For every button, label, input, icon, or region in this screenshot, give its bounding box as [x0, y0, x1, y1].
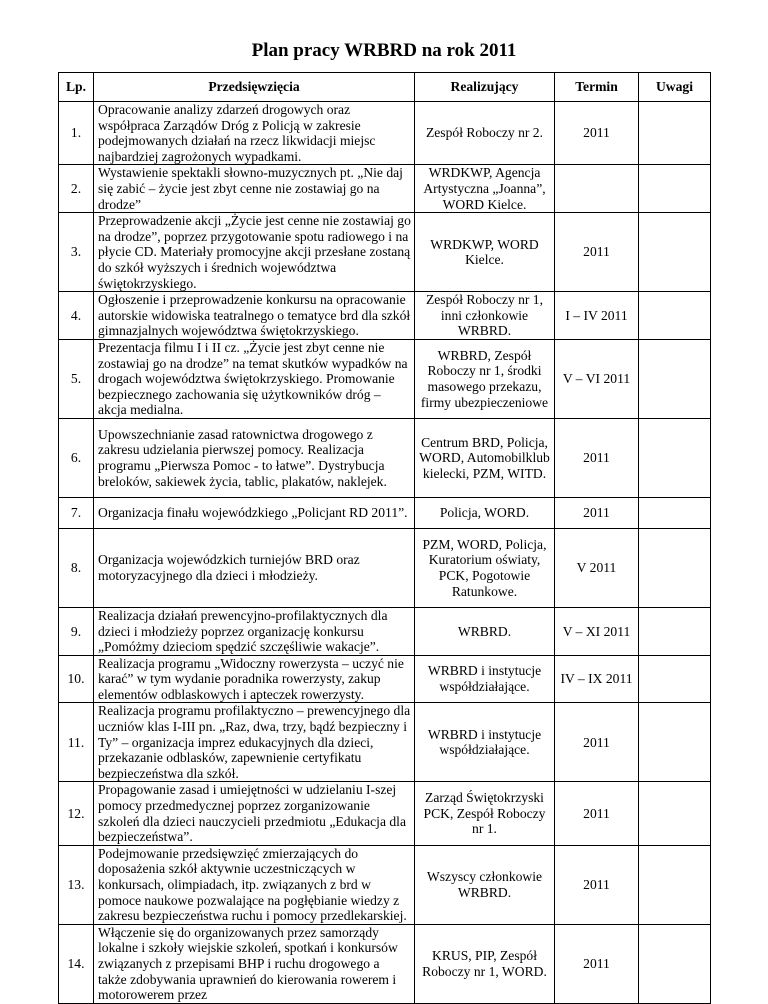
cell-lp: 1. — [59, 102, 94, 165]
cell-lp: 13. — [59, 845, 94, 924]
cell-termin: V – VI 2011 — [555, 339, 639, 418]
cell-lp: 4. — [59, 292, 94, 340]
table-row — [59, 528, 711, 607]
cell-realizujacy: WRBRD i instytucje współdziałające. — [415, 703, 555, 782]
table-row — [59, 292, 711, 340]
cell-uwagi — [639, 924, 711, 1003]
cell-lp: 3. — [59, 213, 94, 292]
cell-uwagi — [639, 528, 711, 607]
cell-przedsiewziecie: Wystawienie spektakli słowno-muzycznych pt. „Nie daj się zabić – życie jest zbyt cenne nie zostawiaj go na drodze” — [94, 165, 415, 213]
cell-przedsiewziecie: Upowszechnianie zasad ratownictwa drogowego z zakresu udzielania pierwszej pomocy. Realizacja programu „Pierwsza Pomoc - to łatwe”. Dystrybucja breloków, sakiewek życia, tablic, plakatów, naklejek. — [94, 418, 415, 497]
cell-przedsiewziecie: Prezentacja filmu I i II cz. „Życie jest zbyt cenne nie zostawiaj go na drodze” na temat skutków wypadków na drogach województwa świętokrzyskiego. Promowanie bezpiecznego zachowania się użytkowników dróg – akcja medialna. — [94, 339, 415, 418]
table-row — [59, 165, 711, 213]
cell-lp: 14. — [59, 924, 94, 1003]
cell-uwagi — [639, 165, 711, 213]
cell-termin: 2011 — [555, 418, 639, 497]
cell-przedsiewziecie: Organizacja finału wojewódzkiego „Policjant RD 2011”. — [94, 497, 415, 528]
cell-lp: 10. — [59, 655, 94, 703]
cell-przedsiewziecie: Włączenie się do organizowanych przez samorządy lokalne i szkoły wiejskie szkoleń, spotkań i konkursów związanych z przepisami BHP i ruchu drogowego a także zdobywania uprawnień do kierowania rowerem i motorowerem przez — [94, 924, 415, 1003]
cell-termin: 2011 — [555, 102, 639, 165]
table-row — [59, 845, 711, 924]
cell-przedsiewziecie: Ogłoszenie i przeprowadzenie konkursu na opracowanie autorskie widowiska teatralnego o tematyce brd dla szkół gimnazjalnych województwa świętokrzyskiego. — [94, 292, 415, 340]
cell-przedsiewziecie: Propagowanie zasad i umiejętności w udzielaniu I-szej pomocy przedmedycznej poprzez zorganizowanie szkoleń dla dzieci nauczycieli przedmiotu „Edukacja dla bezpieczeństwa”. — [94, 782, 415, 845]
cell-termin: 2011 — [555, 845, 639, 924]
cell-realizujacy: Zarząd Świętokrzyski PCK, Zespół Roboczy nr 1. — [415, 782, 555, 845]
cell-lp: 7. — [59, 497, 94, 528]
cell-przedsiewziecie: Opracowanie analizy zdarzeń drogowych oraz współpraca Zarządów Dróg z Policją w zakresie podejmowanych działań na rzecz likwidacji miejsc najbardziej zagrożonych wypadkami. — [94, 102, 415, 165]
cell-uwagi — [639, 418, 711, 497]
cell-przedsiewziecie: Przeprowadzenie akcji „Życie jest cenne nie zostawiaj go na drodze”, poprzez przygotowanie spotu radiowego i na płycie CD. Materiały promocyjne akcji przesłane zostaną do szkół wyższych i średnich województwa świętokrzyskiego. — [94, 213, 415, 292]
cell-realizujacy: WRDKWP, Agencja Artystyczna „Joanna”, WORD Kielce. — [415, 165, 555, 213]
table-row — [59, 497, 711, 528]
plan-table — [58, 72, 711, 1004]
table-row — [59, 703, 711, 782]
cell-uwagi — [639, 339, 711, 418]
cell-realizujacy: WRBRD i instytucje współdziałające. — [415, 655, 555, 703]
cell-realizujacy: WRDKWP, WORD Kielce. — [415, 213, 555, 292]
cell-realizujacy: PZM, WORD, Policja, Kuratorium oświaty, PCK, Pogotowie Ratunkowe. — [415, 528, 555, 607]
cell-lp: 11. — [59, 703, 94, 782]
cell-termin: 2011 — [555, 924, 639, 1003]
header-realizujacy: Realizujący — [415, 73, 555, 102]
table-row — [59, 102, 711, 165]
cell-realizujacy: Zespół Roboczy nr 2. — [415, 102, 555, 165]
cell-realizujacy: Zespół Roboczy nr 1, inni członkowie WRBRD. — [415, 292, 555, 340]
cell-termin: V 2011 — [555, 528, 639, 607]
cell-termin: 2011 — [555, 703, 639, 782]
cell-przedsiewziecie: Realizacja programu profilaktyczno – prewencyjnego dla uczniów klas I-III pn. „Raz, dwa, trzy, bądź bezpieczny i Ty” – organizacja imprez edukacyjnych dla dzieci, przekazanie odblasków, zapewnienie certyfikatu bezpieczeństwa dla szkół. — [94, 703, 415, 782]
header-uwagi: Uwagi — [639, 73, 711, 102]
cell-termin: I – IV 2011 — [555, 292, 639, 340]
cell-termin — [555, 165, 639, 213]
table-row — [59, 924, 711, 1003]
cell-uwagi — [639, 213, 711, 292]
cell-realizujacy: KRUS, PIP, Zespół Roboczy nr 1, WORD. — [415, 924, 555, 1003]
table-row — [59, 782, 711, 845]
header-przedsiewziecia: Przedsięwzięcia — [94, 73, 415, 102]
cell-lp: 8. — [59, 528, 94, 607]
table-row — [59, 607, 711, 655]
table-row — [59, 418, 711, 497]
page-title: Plan pracy WRBRD na rok 2011 — [251, 40, 517, 61]
cell-realizujacy: WRBRD. — [415, 607, 555, 655]
cell-termin: 2011 — [555, 497, 639, 528]
cell-uwagi — [639, 497, 711, 528]
header-lp: Lp. — [59, 73, 94, 102]
cell-uwagi — [639, 607, 711, 655]
cell-uwagi — [639, 845, 711, 924]
cell-termin: IV – IX 2011 — [555, 655, 639, 703]
table-row — [59, 655, 711, 703]
header-termin: Termin — [555, 73, 639, 102]
cell-realizujacy: WRBRD, Zespół Roboczy nr 1, środki masowego przekazu, firmy ubezpieczeniowe — [415, 339, 555, 418]
cell-uwagi — [639, 655, 711, 703]
cell-lp: 2. — [59, 165, 94, 213]
cell-uwagi — [639, 703, 711, 782]
cell-przedsiewziecie: Realizacja działań prewencyjno-profilaktycznych dla dzieci i młodzieży poprzez organizację konkursu „Pomóżmy dzieciom spędzić szczęśliwie wakacje”. — [94, 607, 415, 655]
cell-realizujacy: Policja, WORD. — [415, 497, 555, 528]
cell-lp: 12. — [59, 782, 94, 845]
cell-lp: 6. — [59, 418, 94, 497]
table-row — [59, 213, 711, 292]
cell-termin: V – XI 2011 — [555, 607, 639, 655]
cell-przedsiewziecie: Organizacja wojewódzkich turniejów BRD oraz motoryzacyjnego dla dzieci i młodzieży. — [94, 528, 415, 607]
cell-lp: 9. — [59, 607, 94, 655]
cell-realizujacy: Centrum BRD, Policja, WORD, Automobilklub kielecki, PZM, WITD. — [415, 418, 555, 497]
cell-przedsiewziecie: Realizacja programu „Widoczny rowerzysta – uczyć nie karać” w tym wydanie poradnika rowerzysty, zakup elementów odblaskowych i apteczek rowerzysty. — [94, 655, 415, 703]
cell-termin: 2011 — [555, 213, 639, 292]
table-row — [59, 339, 711, 418]
cell-uwagi — [639, 292, 711, 340]
header-row — [59, 73, 711, 102]
cell-przedsiewziecie: Podejmowanie przedsięwzięć zmierzających do doposażenia szkół aktywnie uczestniczących w konkursach, olimpiadach, itp. związanych z brd w pomoce naukowe pozwalające na pogłębianie wiedzy z zakresu bezpieczeństwa ruchu i pomocy przedlekarskiej. — [94, 845, 415, 924]
cell-uwagi — [639, 102, 711, 165]
cell-lp: 5. — [59, 339, 94, 418]
cell-termin: 2011 — [555, 782, 639, 845]
cell-uwagi — [639, 782, 711, 845]
cell-realizujacy: Wszyscy członkowie WRBRD. — [415, 845, 555, 924]
